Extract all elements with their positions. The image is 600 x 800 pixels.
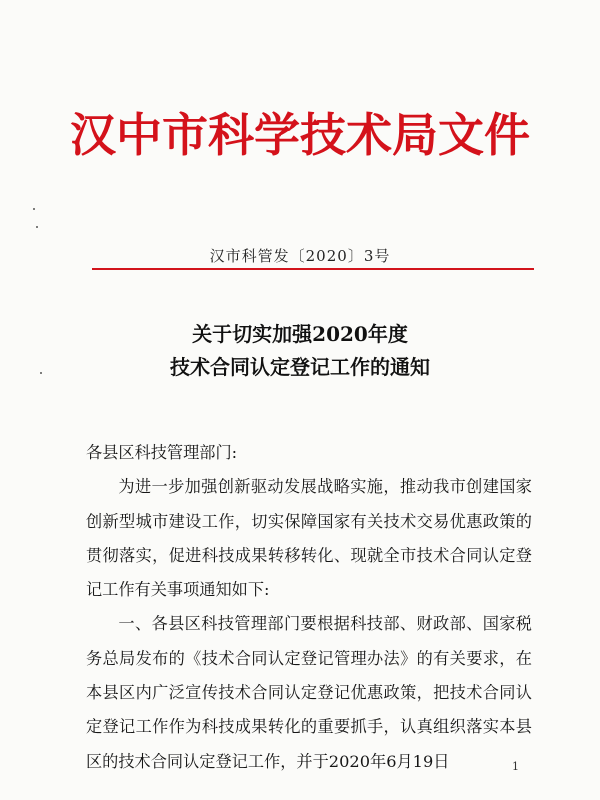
page-number: 1	[512, 760, 519, 773]
notice-body	[86, 436, 532, 779]
red-divider-line	[92, 268, 534, 270]
body-paragraph-2: 一、各县区科技管理部门要根据科技部、财政部、国家税务总局发布的《技术合同认定登记管理办法》的有关要求，在本县区内广泛宣传技术合同认定登记优惠政策，把技术合同认定登记工作作为科技成果转化的重要抓手，认真组织落实本县区的技术合同认定登记工作，并于2020年6月19日	[86, 614, 532, 771]
issuing-authority-header: 汉中市科学技术局文件	[70, 108, 530, 162]
scan-speck	[36, 226, 38, 228]
scan-speck	[40, 372, 42, 374]
salutation: 各县区科技管理部门:	[86, 443, 238, 462]
body-paragraph-1: 为进一步加强创新驱动发展战略实施，推动我市创建国家创新型城市建设工作，切实保障国家有关技术交易优惠政策的贯彻落实，促进科技成果转移转化、现就全市技术合同认定登记工作有关事项通知如下:	[86, 477, 532, 600]
notice-title-line-2: 技术合同认定登记工作的通知	[170, 355, 430, 379]
document-number: 汉市科管发〔2020〕3号	[209, 247, 391, 265]
notice-title-line-1: 关于切实加强2020年度	[192, 322, 408, 346]
scan-speck	[33, 208, 35, 210]
notice-title	[0, 318, 600, 384]
